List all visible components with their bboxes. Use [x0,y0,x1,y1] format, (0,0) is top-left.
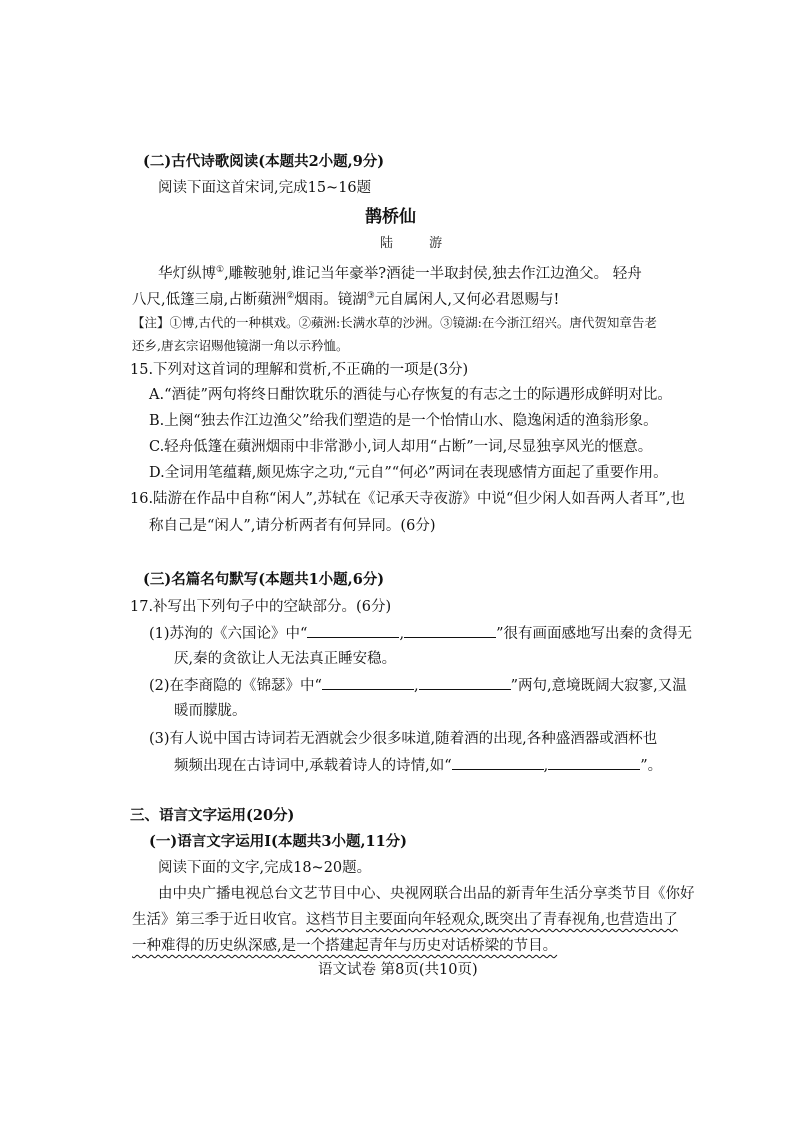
answer-blank[interactable] [307,623,399,638]
question-15-option-a: A.“酒徒”两句将终日酣饮耽乐的酒徒与心存恢复的有志之士的际遇形成鲜明对比。 [149,387,672,403]
question-15-option-c: C.轻舟低篷在蘋洲烟雨中非常渺小,词人却用“占断”一词,尽显独享风光的惬意。 [149,439,653,455]
separator: , [413,678,419,694]
passage-text: 生活》第三季于近日收官。 [132,912,306,928]
question-16-line-1: 16.陆游在作品中自称“闲人”,苏轼在《记承天寺夜游》中说“但少闲人如吾两人者耳”,也 [130,491,685,507]
question-17-part-1-cont: 厌,秦的贪欲让人无法真正睡安稳。 [174,651,397,667]
poem-text: 华灯纵博 [158,265,216,282]
answer-blank[interactable] [322,675,414,690]
poem-text: 八尺,低篷三扇,占断蘋洲 [132,291,287,308]
question-text: 频频出现在古诗词中,承载着诗人的诗情,如“ [174,758,452,774]
poem-line-2 [132,286,559,310]
separator: , [543,758,549,774]
part-heading-language: 三、语言文字运用(20分) [130,807,295,824]
poem-note-line-1: 【注】①博,古代的一种棋戏。②蘋洲:长满水草的沙洲。③镜湖:在今浙江绍兴。唐代贺知章告老 [132,315,657,330]
passage-line-1: 由中央广播电视总台文艺节目中心、央视网联合出品的新青年生活分享类节目《你好 [158,886,695,902]
question-17-part-2-cont: 暖而朦胧。 [174,703,247,719]
question-17-part-3: (3)有人说中国古诗词若无酒就会少很多味道,随着酒的出现,各种盛酒器或酒杯也 [149,731,658,747]
poem-line-1 [158,260,642,284]
answer-blank[interactable] [548,755,640,770]
question-15-option-d: D.全词用笔蕴藉,颇见炼字之功,“元自”“何必”两词在表现感情方面起了重要作用。 [149,465,668,481]
question-15-stem: 15.下列对这首词的理解和赏析,不正确的一项是(3分) [130,362,469,378]
section-heading-poetry: (二)古代诗歌阅读(本题共2小题,9分) [143,153,385,170]
note-mark: ③ [366,291,375,301]
separator: , [399,626,405,642]
section-heading-dictation: (三)名篇名句默写(本题共1小题,6分) [143,571,385,588]
section-heading-language-1: (一)语言文字运用Ⅰ(本题共3小题,11分) [149,833,408,850]
question-17-part-2 [149,675,687,696]
page-footer: 语文试卷 第8页(共10页) [318,962,478,978]
note-mark: ② [286,291,295,301]
question-text: ”。 [640,758,663,774]
poem-text: ,雕鞍驰射,谁记当年豪举?酒徒一半取封侯,独去作江边渔父。 轻舟 [224,265,642,282]
poem-title: 鹊桥仙 [365,207,416,227]
poem-text: 元自属闲人,又何必君恩赐与! [374,291,560,308]
question-17-stem: 17.补写出下列句子中的空缺部分。(6分) [130,599,392,615]
question-17-part-3-cont [174,755,662,776]
poem-author: 陆 游 [380,236,459,251]
poem-note-line-2: 还乡,唐玄宗诏赐他镜湖一角以示矜恤。 [132,338,349,353]
question-15-option-b: B.上阕“独去作江边渔父”给我们塑造的是一个怡情山水、隐逸闲适的渔翁形象。 [149,413,658,429]
question-text: (2)在李商隐的《锦瑟》中“ [149,678,322,694]
instruction-language: 阅读下面的文字,完成18~20题。 [158,860,372,876]
underlined-sentence: 这档节目主要面向年轻观众,既突出了青春视角,也营造出了 [306,912,678,928]
question-text: ”很有画面感地写出秦的贪得无 [496,626,692,642]
question-text: ”两句,意境既阔大寂寥,又温 [510,678,687,694]
passage-line-2 [132,910,678,930]
instruction-poetry: 阅读下面这首宋词,完成15~16题 [158,180,372,196]
answer-blank[interactable] [419,675,511,690]
note-mark: ① [216,265,225,275]
answer-blank[interactable] [452,755,544,770]
question-text: (1)苏洵的《六国论》中“ [149,626,308,642]
passage-line-3: 一种难得的历史纵深感,是一个搭建起青年与历史对话桥梁的节目。 [132,938,558,954]
question-16-line-2: 称自己是“闲人”,请分析两者有何异同。(6分) [149,518,436,534]
question-17-part-1 [149,623,692,644]
poem-text: 烟雨。镜湖 [294,291,367,308]
answer-blank[interactable] [404,623,496,638]
